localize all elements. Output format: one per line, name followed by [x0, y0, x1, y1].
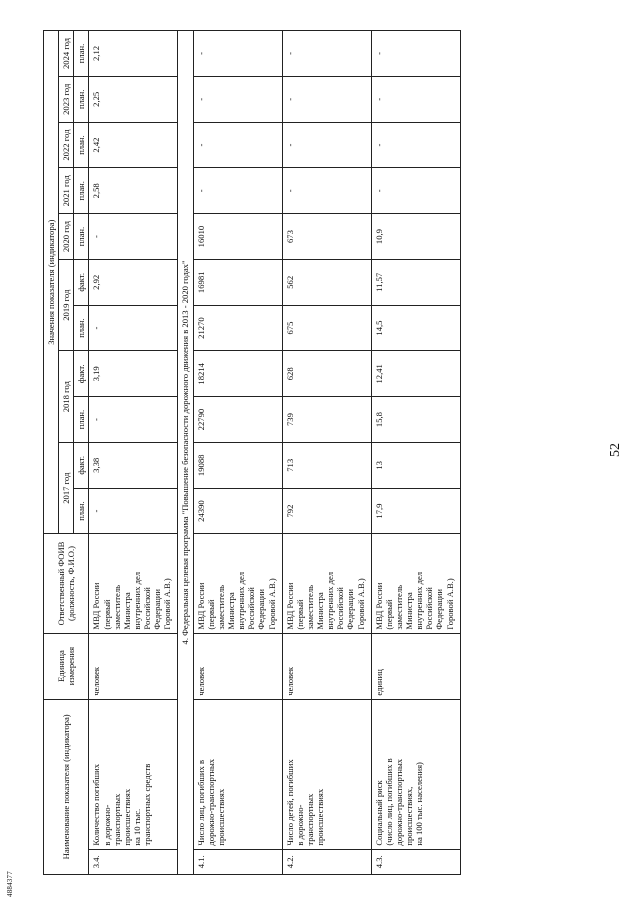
- header-name: Наименование показателя (индикатора): [44, 699, 89, 874]
- value-cell: -: [89, 214, 178, 260]
- value-cell: 713: [282, 442, 371, 488]
- value-cell: -: [282, 76, 371, 122]
- value-cell: 19088: [193, 442, 282, 488]
- section-row: [178, 31, 193, 875]
- value-cell: -: [89, 305, 178, 351]
- indicator-unit: человек: [193, 633, 282, 699]
- value-cell: 17,9: [371, 488, 460, 534]
- indicator-unit: человек: [89, 633, 178, 699]
- value-cell: 15,8: [371, 397, 460, 443]
- indicator-name: Число лиц, погибших в дорожно-транспортных происшествиях: [193, 699, 282, 849]
- value-cell: 12,41: [371, 351, 460, 397]
- value-cell: 22790: [193, 397, 282, 443]
- header-year: 2019 год: [59, 259, 74, 351]
- value-cell: 2,58: [89, 168, 178, 214]
- header-plan: план.: [74, 397, 89, 443]
- value-cell: -: [282, 31, 371, 77]
- value-cell: -: [193, 31, 282, 77]
- page-number: 52: [608, 443, 623, 457]
- row-number: 4.3.: [371, 849, 460, 874]
- value-cell: -: [193, 122, 282, 168]
- indicator-unit: единиц: [371, 633, 460, 699]
- header-year: 2017 год: [59, 442, 74, 534]
- value-cell: 2,92: [89, 259, 178, 305]
- value-cell: -: [282, 122, 371, 168]
- table-row: [89, 31, 178, 875]
- header-fact: факт.: [74, 442, 89, 488]
- header-year: 2023 год: [59, 76, 74, 122]
- indicator-name: Число детей, погибших в дорожно- транспортных происшествиях: [282, 699, 371, 849]
- document-code: 4884377: [6, 871, 14, 897]
- header-year: 2022 год: [59, 122, 74, 168]
- value-cell: 16010: [193, 214, 282, 260]
- indicator-foiv: МВД России (первый заместитель Министра внутренних дел Российской Федерации Горовой А.В.): [193, 534, 282, 633]
- header-plan: план.: [74, 488, 89, 534]
- value-cell: -: [89, 488, 178, 534]
- value-cell: -: [89, 397, 178, 443]
- indicator-unit: человек: [282, 633, 371, 699]
- table-row: [371, 31, 460, 875]
- value-cell: 792: [282, 488, 371, 534]
- value-cell: 16981: [193, 259, 282, 305]
- row-number: 3.4.: [89, 849, 178, 874]
- value-cell: 675: [282, 305, 371, 351]
- table-row: [282, 31, 371, 875]
- value-cell: 562: [282, 259, 371, 305]
- indicators-table: [43, 30, 461, 875]
- value-cell: 739: [282, 397, 371, 443]
- value-cell: -: [282, 168, 371, 214]
- value-cell: -: [371, 31, 460, 77]
- value-cell: 18214: [193, 351, 282, 397]
- header-year: 2024 год: [59, 31, 74, 77]
- value-cell: 673: [282, 214, 371, 260]
- section-title: 4. Федеральная целевая программа "Повышение безопасности дорожного движения в 2013 - 2020 годах": [178, 31, 193, 875]
- header-plan: план.: [74, 305, 89, 351]
- indicator-foiv: МВД России (первый заместитель Министра внутренних дел Российской Федерации Горовой А.В.): [282, 534, 371, 633]
- value-cell: 3,19: [89, 351, 178, 397]
- header-plan: план.: [74, 214, 89, 260]
- header-year: 2018 год: [59, 351, 74, 443]
- header-plan: план.: [74, 76, 89, 122]
- header-plan: план.: [74, 168, 89, 214]
- row-number: 4.2.: [282, 849, 371, 874]
- value-cell: 3,38: [89, 442, 178, 488]
- header-fact: факт.: [74, 351, 89, 397]
- header-plan: план.: [74, 122, 89, 168]
- row-number: 4.1.: [193, 849, 282, 874]
- value-cell: -: [193, 168, 282, 214]
- value-cell: 10,9: [371, 214, 460, 260]
- value-cell: -: [371, 122, 460, 168]
- header-year: 2021 год: [59, 168, 74, 214]
- indicator-name: Количество погибших в дорожно- транспортных происшествиях на 10 тыс. транспортных средств: [89, 699, 178, 849]
- value-cell: -: [371, 168, 460, 214]
- value-cell: -: [371, 76, 460, 122]
- header-unit: Единица измерения: [44, 633, 89, 699]
- indicator-name: Социальный риск (число лиц, погибших в дорожно-транспортных происшествиях, на 100 тыс. населения): [371, 699, 460, 849]
- value-cell: 2,12: [89, 31, 178, 77]
- value-cell: 13: [371, 442, 460, 488]
- header-plan: план.: [74, 31, 89, 77]
- value-cell: 2,42: [89, 122, 178, 168]
- header-values-group: Значения показателя (индикатора): [44, 31, 59, 534]
- value-cell: 14,5: [371, 305, 460, 351]
- indicator-foiv: МВД России (первый заместитель Министра внутренних дел Российской Федерации Горовой А.В.): [371, 534, 460, 633]
- value-cell: 11,57: [371, 259, 460, 305]
- value-cell: -: [193, 76, 282, 122]
- table-row: [193, 31, 282, 875]
- header-year: 2020 год: [59, 214, 74, 260]
- value-cell: 2,25: [89, 76, 178, 122]
- header-fact: факт.: [74, 259, 89, 305]
- value-cell: 24390: [193, 488, 282, 534]
- header-foiv: Ответственный ФОИВ (должность, Ф.И.О.): [44, 534, 89, 633]
- indicator-foiv: МВД России (первый заместитель Министра внутренних дел Российской Федерации Горовой А.В.): [89, 534, 178, 633]
- value-cell: 628: [282, 351, 371, 397]
- value-cell: 21270: [193, 305, 282, 351]
